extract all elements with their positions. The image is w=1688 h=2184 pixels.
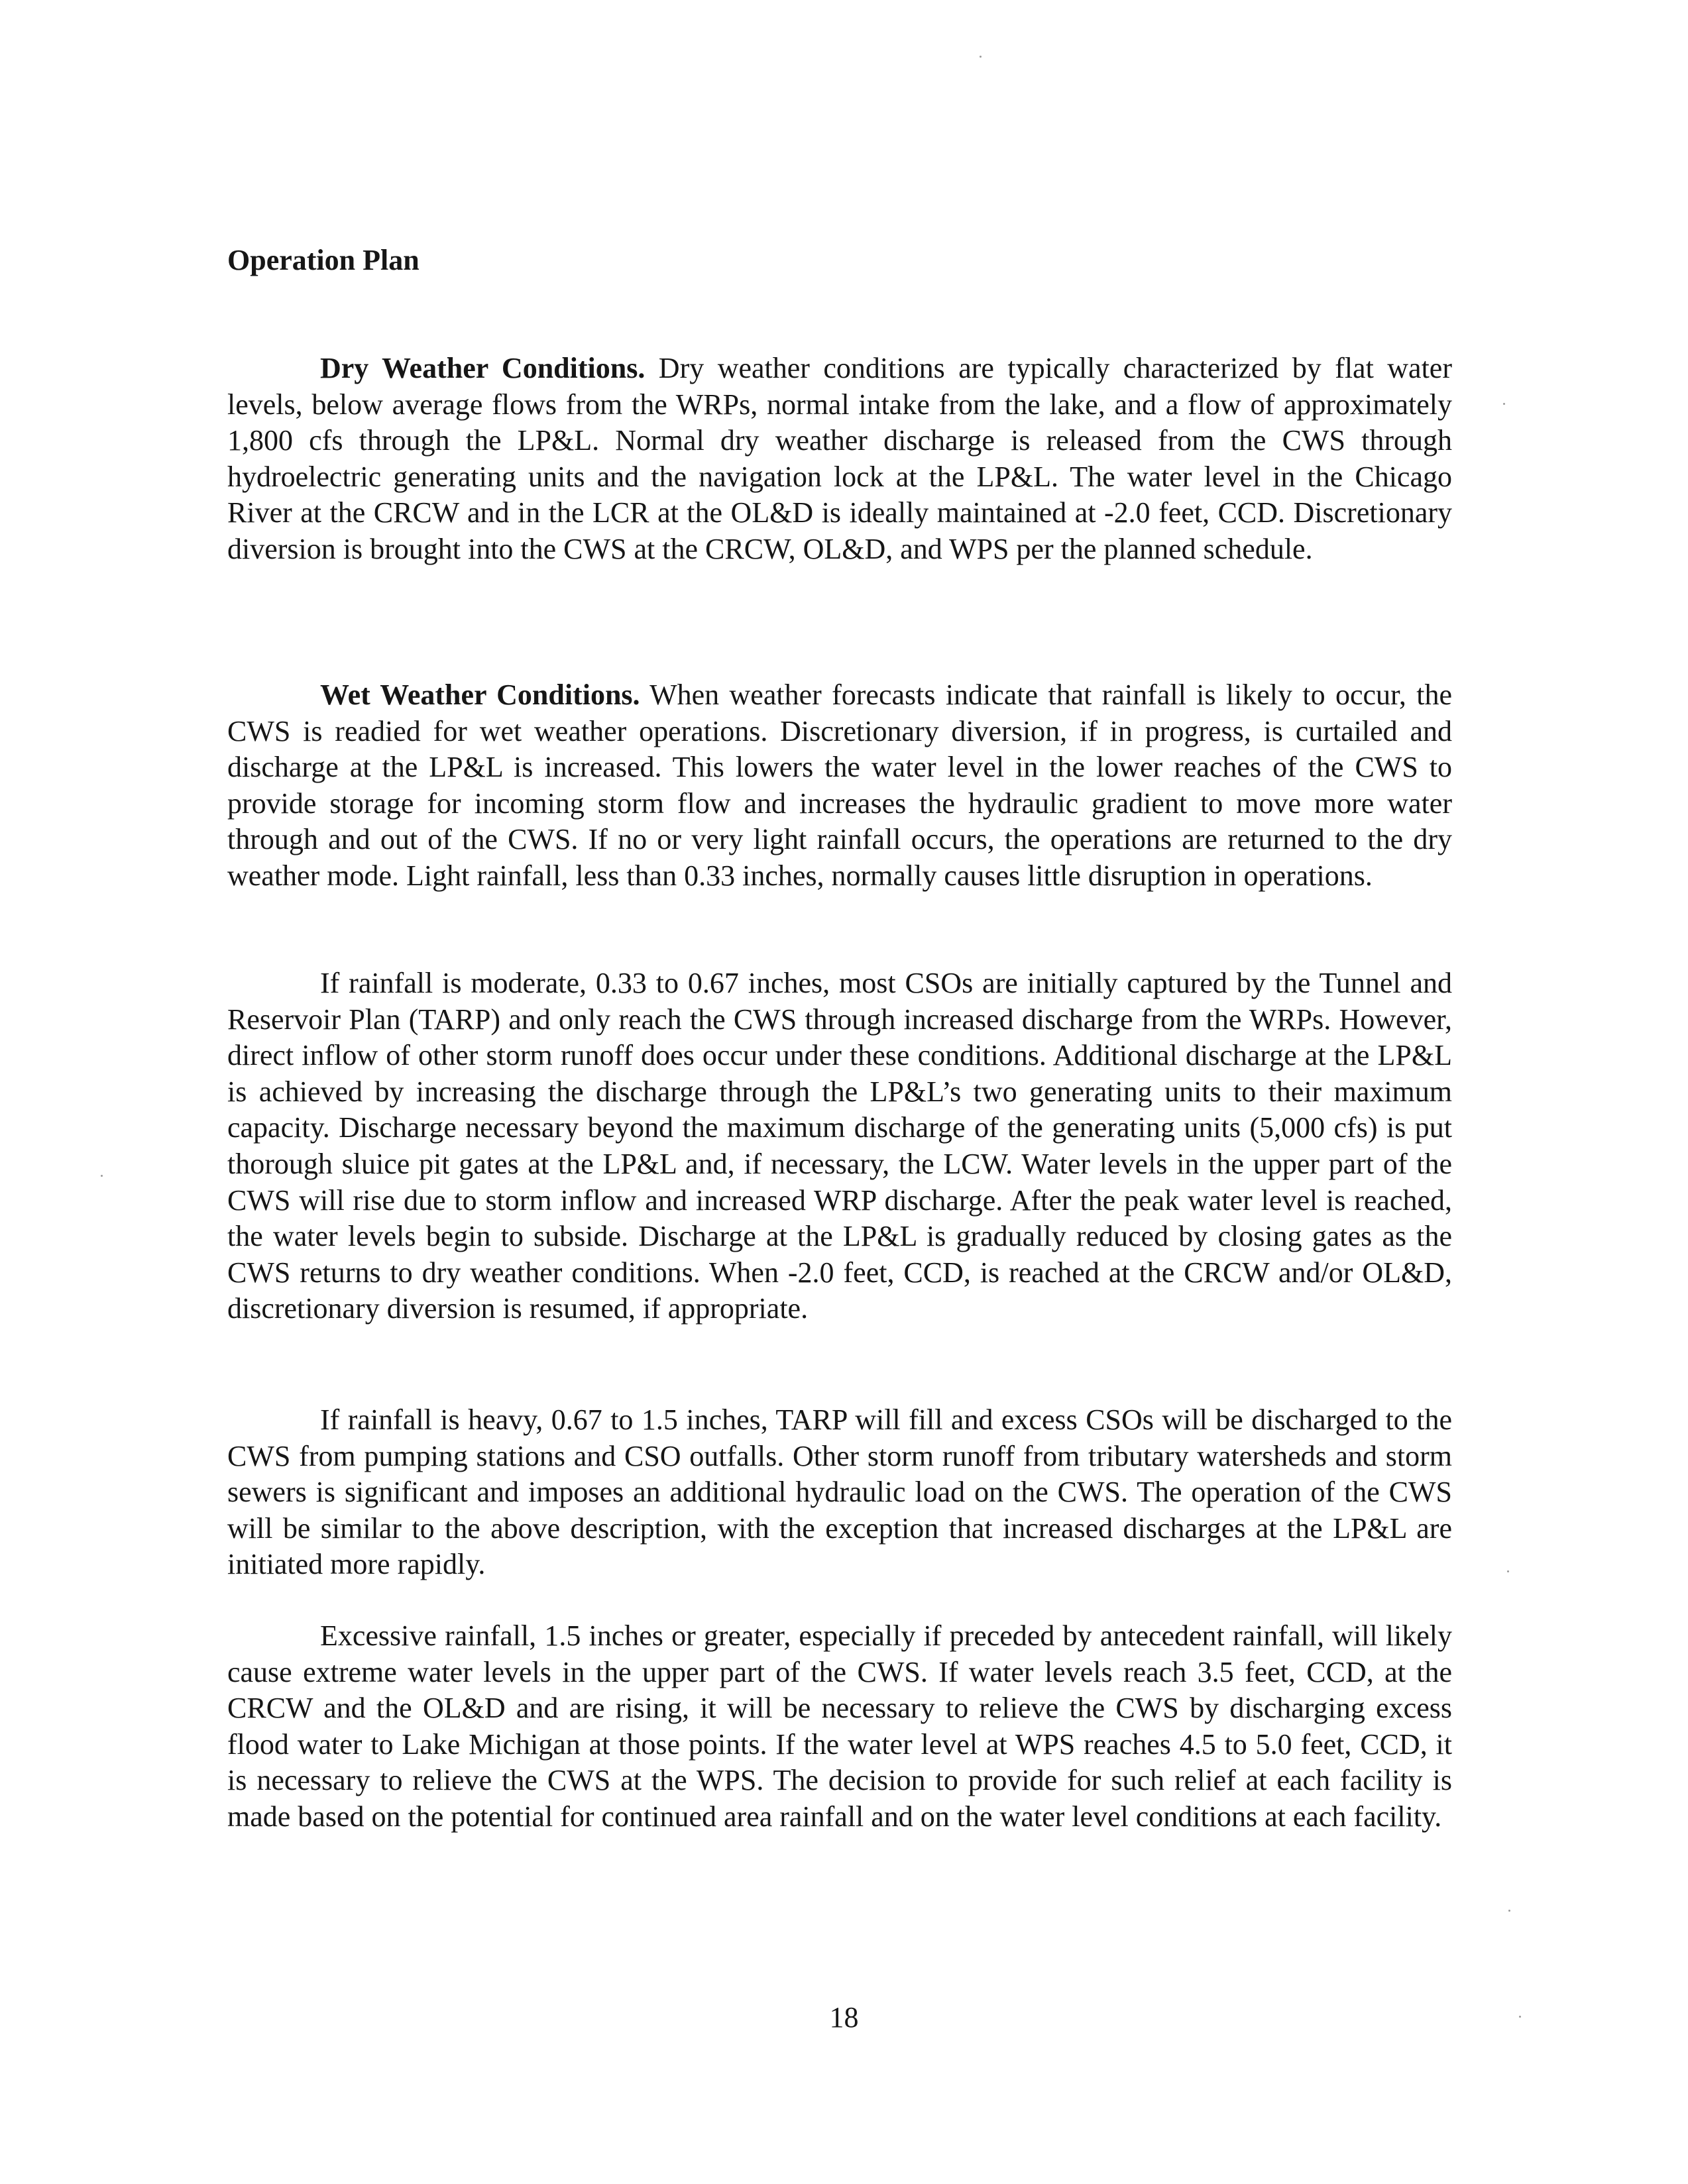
paragraph-body: Dry weather conditions are typically characterized by flat water levels, below average flows from the WRPs, normal intake from the lake, and a flow of approximately 1,800 cfs through the LP&L. Normal dry weather discharge is released from the CWS through hydroelectric generating units and the navigation lock at the LP&L. The water level in the Chicago River at the CRCW and in the LCR at the OL&D is ideally maintained at -2.0 feet, CCD. Discretionary diversion is brought into the CWS at the CRCW, OL&D, and WPS per the planned schedule.: [227, 352, 1452, 565]
paragraph-body: If rainfall is moderate, 0.33 to 0.67 inches, most CSOs are initially captured by the Tunnel and Reservoir Plan (TARP) and only reach the CWS through increased discharge from the WRPs. However, direct inflow of other storm runoff does occur under these conditions. Additional discharge at the LP&L is achieved by increasing the discharge through the LP&L’s two generating units to their maximum capacity. Discharge necessary beyond the maximum discharge of the generating units (5,000 cfs) is put thorough sluice pit gates at the LP&L and, if necessary, the LCW. Water levels in the upper part of the CWS will rise due to storm inflow and increased WRP discharge. After the peak water level is reached, the water levels begin to subside. Discharge at the LP&L is gradually reduced by closing gates as the CWS returns to dry weather conditions. When -2.0 feet, CCD, is reached at the CRCW and/or OL&D, discretionary diversion is resumed, if appropriate.: [227, 967, 1452, 1325]
scan-speck: [980, 56, 982, 58]
paragraph-body: Excessive rainfall, 1.5 inches or greater, especially if preceded by antecedent rainfall, will likely cause extreme water levels in the upper part of the CWS. If water levels reach 3.5 feet, CCD, at the CRCW and the OL&D and are rising, it will be necessary to relieve the CWS by discharging excess flood water to Lake Michigan at those points. If the water level at WPS reaches 4.5 to 5.0 feet, CCD, it is necessary to relieve the CWS at the WPS. The decision to provide for such relief at each facility is made based on the potential for continued area rainfall and on the water level conditions at each facility.: [227, 1619, 1452, 1833]
paragraph-moderate-rainfall: [227, 965, 1452, 1327]
scan-speck: [1519, 2016, 1521, 2018]
paragraph-wet-weather: [227, 677, 1452, 895]
run-in-heading-dry-weather: Dry Weather Conditions.: [320, 352, 646, 384]
paragraph-body: When weather forecasts indicate that rainfall is likely to occur, the CWS is readied for wet weather operations. Discretionary diversion, if in progress, is curtailed and discharge at the LP&L is increased. This lowers the water level in the lower reaches of the CWS to provide storage for incoming storm flow and increases the hydraulic gradient to move more water through and out of the CWS. If no or very light rainfall occurs, the operations are returned to the dry weather mode. Light rainfall, less than 0.33 inches, normally causes little disruption in operations.: [227, 679, 1453, 892]
scan-speck: [1503, 403, 1505, 405]
run-in-heading-wet-weather: Wet Weather Conditions.: [320, 679, 640, 711]
paragraph-dry-weather: [227, 351, 1452, 568]
paragraph-body: If rainfall is heavy, 0.67 to 1.5 inches, TARP will fill and excess CSOs will be discharged to the CWS from pumping stations and CSO outfalls. Other storm runoff from tributary watersheds and storm sewers is significant and imposes an additional hydraulic load on the CWS. The operation of the CWS will be similar to the above description, with the exception that increased discharges at the LP&L are initiated more rapidly.: [227, 1403, 1452, 1581]
scan-speck: [1508, 1910, 1510, 1912]
paragraph-heavy-rainfall: [227, 1402, 1452, 1583]
paragraph-excessive-rainfall: [227, 1618, 1452, 1835]
scan-speck: [101, 1175, 103, 1177]
page-number: 18: [829, 2001, 859, 2034]
scan-speck: [1507, 1570, 1509, 1572]
section-heading: Operation Plan: [227, 244, 420, 276]
